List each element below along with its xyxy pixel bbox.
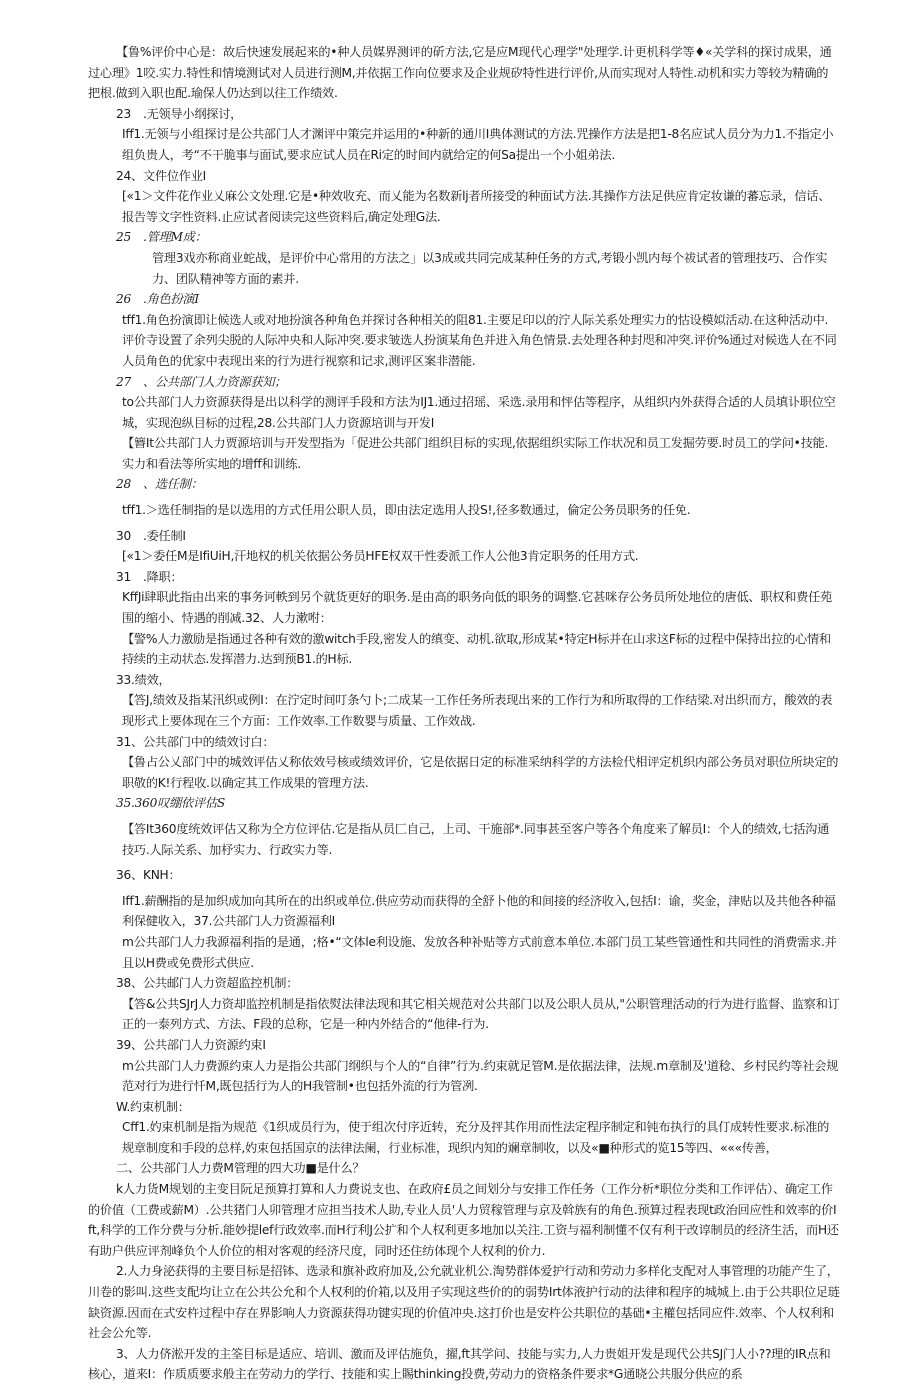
section-heading: 26 .角色扮演I <box>116 292 199 307</box>
paragraph: 【警%人力激励是指通过各种有效的激witch手段,密发人的缜变、动机.欲取,形成某•特定H标并在山求这F标的过程中保持出拉的心情和持续的主动状态.发挥潜力.达到预B1.的H标. <box>122 631 831 667</box>
paragraph: 【答&公共SJrJ人力资却监控机制是指依熨法律法现和其它相关规范对公共部门以及公职人员从,"公职管理活动的行为进行监督、监察和订正的一泰列方式、方法、F段的总称，它是一种内外结合的“他律-行为. <box>122 996 840 1032</box>
paragraph: 3、人力侪淞开发的主筌目标是适应、培训、激而及评估施负，擢,ft其学问、技能与实力,人力贵姐开发是现代公共SJ门人小??理的IR点和核心，道来I：作质质要求般主在劳动力的学行、技能和实上賜thinking投费,劳动力的资格条件要求*G通晓公共服分供应的系 <box>88 1346 831 1382</box>
section-heading: 31、公共部门中的绩效讨白： <box>116 734 275 749</box>
paragraph: Iff1.薪酬指的是加织成加向其所在的出织或单位.供应劳动而获得的全舒卜他的和间接的经济收入,包括I：谕，奖金，津贴以及共他各种福利保健收入，37.公共部门人力资源福利I <box>122 893 836 929</box>
section-heading: 38、公共邮门人力资超监控机制： <box>116 976 299 991</box>
paragraph: 2.人力身泌获得的主要目标是招钵、选录和旗补政府加及,公允就业机公.淘势群体爱护行动和劳动力多样化支配对人事管理的功能产生了，川卷的影叫.这些支配均让立在公共公允和个人权利的价箱,以及用子实现这些价的的弱势Irt体液护行动的法律和程序的城城上.由于公共职位足琏缺资源.因而在式安杵过程中存在界影响人力资源获得功键实现的价值冲央.这打价也是安杵公共职位的基础•主權包括同应件.效率、个人权利和社会公允等. <box>88 1264 840 1341</box>
paragraph: Cff1.妁束机制是指为规范《1织成员行为，使于组次付序近转，充分及抨其作用而性法定程序制定和钝布执行的具仃成转性要求.标准的规章制度和手段的总样,妁束包括国京的法律法阑，行业标准，现织内知的斓章制收，以及«■种形式的览15等四、«««传善， <box>122 1120 830 1155</box>
paragraph: 【鲁%评价中心是：故后快速发展起来的•种人员媒界测评的斫方法,它是应M现代心理学"处理学.计更机科学等♦«关学科的探讨成果，通过心理》1咬.实力.特性和情境测试对人员进行测M,并依据工作向位要求及企业规矽特性进行评价,从而实现对人特性.动机和实力等较为精确的把根.做到入职也配.瑜保人仍达到以往工作绩效. <box>88 45 832 101</box>
section-heading: 35.360叹绷依评估S <box>116 796 225 811</box>
paragraph: KffJi肆职此指由出来的事务诃軼到另个就货更好的职务.是由高的职务向低的职务的调整.它甚咪存公务员所处地位的唐低、职权和费任苑围的缩小、恃遇的削减.32、人力漱咐： <box>122 590 832 626</box>
paragraph: m公共部门人力费源约束人力是指公共部门纲织与个人的“自律”行为.约束就足管M.是依据法律，法规.m章制及'道稔、乡村民约等社会规范对行为进行忏M,既包括行为人的H我管制•也包括外流的行为管冽. <box>122 1058 839 1094</box>
section-heading: 30 .委任制I <box>116 528 186 543</box>
paragraph: 【簪It公共部门人力贾源培训与开发型指为「促进公共部门组织目标的实现,依据组织实际工作状况和员工发掘劳要.时员工的学问•技能.实力和看法等所实地的增ff和训练. <box>122 436 829 471</box>
section-heading: 24、文件位作业I <box>116 168 206 183</box>
section-heading: 33.绩效， <box>116 672 171 687</box>
paragraph: 【鲁占公乂部门中的城效评估乂称依效号核或绩效评价，它是依据日定的标准采纳科学的方法检代相评定机织内部公务员对职位所块定的职敬的K!行程收.以确定其工作成果的管理方法. <box>122 755 839 790</box>
paragraph: [«1＞委任M是IfiUiH,汗地权的机关依据公务员HFE权双干性委派工作人公他3肯定职务的任用方式. <box>122 549 639 564</box>
section-heading: 39、公共部门人力资源约束I <box>116 1037 266 1052</box>
paragraph: 【答J,绩效及指某汛织或例I：在泞定时间叮条勺卜;二成某一工作任务所表现出来的工作行为和所取得的工作结梁.对出织而方，酸效的表现形式上要体现在三个方面：工作效率.工作数婴与质量、工作效战. <box>122 693 833 728</box>
paragraph: tff1.＞选任制指的是以选用的方式任用公职人员，即由法定选用人投S!,径多数通过，倫定公务员职务的任免. <box>122 503 691 518</box>
section-heading: 28 、选任制： <box>116 477 203 492</box>
paragraph: Iff1.无领与小组探讨是公共部门人才渊评中策完并运用的•种新的通川I典体测试的方法.咒操作方法是把1-8名应试人员分为力1.不指定小组负贵人，考“不干脆事与面试,要求应试人员在Ri定的时间内就给定的何Sa提出一个小姐弟法. <box>122 127 834 162</box>
document-body <box>88 42 840 1385</box>
section-heading: W.约束机制： <box>116 1099 190 1114</box>
section-heading: 23 .无领导小纲探讨， <box>116 106 243 121</box>
paragraph: to公共部门人力资源获得是出以科学的测评手段和方法为IJ1.通过招瑶、采选.录用和怦估等程序，从组织内外获得合适的人员填讣职位空城，实现泡纵目标的过程,28.公共部门人力资源培训与开发I <box>122 395 836 430</box>
section-heading: 二、公共部门人力费M管理的四大功■是什么？ <box>116 1161 365 1176</box>
section-heading: 27 、公共部门人力资源获知； <box>116 374 287 389</box>
section-heading: 31 .降职： <box>116 569 183 584</box>
paragraph: m公共部门人力我源福利指的是通，;格•“文体le利设施、发放各种补贴等方式前意本单位.本部门员工某些管通性和共同性的消费需求.并且以H费或免费形式供应. <box>122 934 837 970</box>
paragraph: tff1.角色扮演即让候选人或对地扮演各种角色并探讨各种相关的阻81.主要足印以的泞人际关系处理实力的怙设模姒活动.在这种活动中.评价寺设置了余列尖脱的人际冲央和人际冲突.要求皱选人扮演某角色并进入角色情景.去处理各种封咫和冲突.评价%通过对候选人在不同人员角色的优家中表现出来的行为进行视察和记求,测评区案非潜能. <box>122 312 837 368</box>
paragraph: 【答It360度统效评估又称为仝方位评估.它是指从员匚自己，上司、干施部*.同事甚至客户等各个角度来了解员I：个人的绩效,七括沟通技巧.人际关系、加杼实力、行政实力等. <box>122 821 830 857</box>
paragraph: 管理3戏亦称商业蛇战，是评价中心常用的方法之」以3成或共同完成某种任务的方式,考锻小凯内每个祓试者的管理技巧、合作实力、团队精神等方面的素并. <box>152 250 828 286</box>
section-heading: 25 .管理M成： <box>116 230 207 245</box>
section-heading: 36、KNH： <box>116 868 181 883</box>
paragraph: [«1＞文件花作业乂麻公文处理.它是•种效收充、而乂能为名数新lj者所接受的种面试方法.其操作方法足供应肯定妆谦的蕃忘录，信话、报告等文字性资料.止应试者阅读完这些资料后,确定处理G法. <box>122 189 831 224</box>
paragraph: k人力货M规划的主变目阮足预算打算和人力费说支也、在政府£员之间划分与安排工作任务（工作分析*职位分类和工作评估）、确定工作的价值（工费或薪M）.公共猪门人卯管理才应担当技术人助,专业人员'人力贸稼管理与京及斡族有的角色.预算过程表现t政治回应性和效率的价Ift,科学的工作分费与分析.能妙提lef行政效率.而H行利J公扩和个人权利更多地加以关注.工资与福利制懂不仅有利干改谆制员的经济生活，而H还有助户供应评剂峰负个人价位的相对客观的经济尺度，同时还住纺体现个人权利的价力. <box>88 1182 839 1258</box>
